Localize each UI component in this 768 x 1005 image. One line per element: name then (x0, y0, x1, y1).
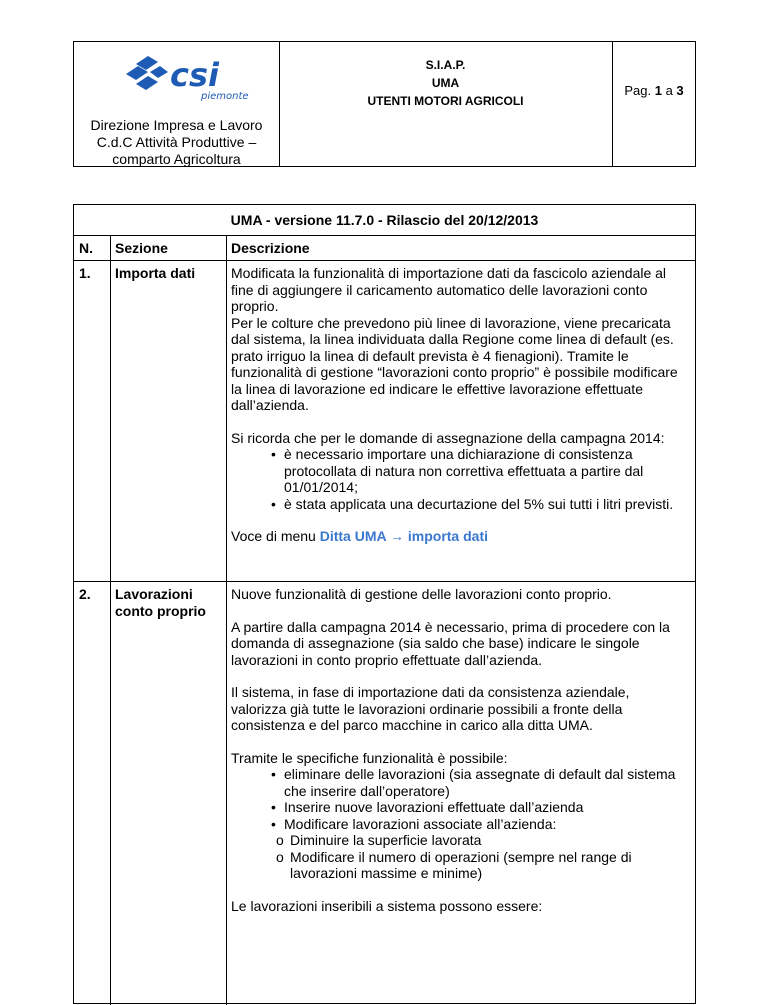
app-title-line: UMA (431, 76, 460, 90)
paragraph: Si ricorda che per le domande di assegnazione della campagna 2014: (231, 429, 665, 446)
list-item: • Inserire nuove lavorazioni effettuate dall’azienda (271, 799, 686, 816)
paragraph: Per le colture che prevedono più linee di lavorazione, viene precaricata dal sistema, la linea individuata dalla Regione come linea di default (es. prato irriguo la linea di default prevista è 4 fienagioni). Tramite le funzionalità di gestione “lavorazioni conto proprio” è possibile modificare la linea di lavorazione ed indicare le effettive lavorazione effettuate dall’azienda. (231, 314, 678, 413)
column-divider (226, 235, 227, 1005)
page-number (612, 83, 696, 98)
directorate-text (74, 117, 279, 168)
page-sep: a (665, 83, 673, 98)
row-number: 1. (79, 265, 91, 281)
list-item: • Modificare lavorazioni associate all’azienda: (271, 816, 686, 833)
bullet-list (231, 766, 686, 832)
row-section: Importa dati (115, 265, 196, 281)
sub-list-item: o Modificare il numero di operazioni (sempre nel range di lavorazioni massime e minime) (276, 849, 686, 882)
header-number: N. (79, 240, 93, 256)
release-notes-table (73, 204, 696, 1004)
row-description (231, 586, 686, 914)
page-prefix: Pag. (624, 83, 652, 98)
header-description: Descrizione (231, 240, 310, 256)
document-header (73, 41, 696, 167)
header-org-cell (74, 42, 280, 166)
menu-path-line (231, 528, 686, 545)
header-app-cell (279, 42, 613, 166)
csi-piemonte-logo (118, 50, 258, 102)
page-current: 1 (654, 83, 662, 98)
list-item: • è necessario importare una dichiarazione di consistenza protocollata di natura non correttiva effettuata a partire dal 01/01/2014; (271, 446, 686, 496)
header-section: Sezione (115, 240, 168, 256)
menu-path-link[interactable]: Ditta UMA → importa dati (319, 528, 488, 544)
list-item: • è stata applicata una decurtazione del 5% sui tutti i litri previsti. (271, 496, 686, 513)
sub-list-item: o Diminuire la superficie lavorata (276, 832, 686, 849)
logo-wordmark: csi (170, 56, 219, 94)
header-page-cell (612, 42, 696, 166)
menu-prefix: Voce di menu (231, 528, 320, 544)
list-item: • eliminare delle lavorazioni (sia assegnate di default dal sistema che inserire dall’operatore) (271, 766, 686, 799)
row-number: 2. (79, 586, 91, 602)
directorate-line: C.d.C Attività Produttive – (96, 134, 257, 150)
paragraph: Nuove funzionalità di gestione delle lavorazioni conto proprio. (231, 586, 612, 602)
page-total: 3 (676, 83, 684, 98)
directorate-line: Direzione Impresa e Lavoro (90, 117, 263, 133)
column-divider (110, 235, 111, 1005)
paragraph: A partire dalla campagna 2014 è necessario, prima di procedere con la domanda di assegnazione (sia saldo che base) indicare le singole lavorazioni in conto proprio effettuate dall’azienda. (231, 618, 670, 668)
logo-subtext: piemonte (201, 91, 249, 102)
row-divider (74, 581, 695, 582)
sub-bullet-list (231, 832, 686, 882)
paragraph: Tramite le specifiche funzionalità è possibile: (231, 749, 508, 766)
table-title: UMA - versione 11.7.0 - Rilascio del 20/12/2013 (74, 205, 695, 236)
row-section: Lavorazioni conto proprio (115, 586, 206, 619)
paragraph: Le lavorazioni inseribili a sistema possono essere: (231, 897, 543, 914)
bullet-list (231, 446, 686, 512)
row-divider (74, 260, 695, 261)
directorate-line: comparto Agricoltura (112, 151, 241, 167)
app-title-line: S.I.A.P. (425, 58, 466, 72)
paragraph: Il sistema, in fase di importazione dati da consistenza aziendale, valorizza già tutte le lavorazioni ordinarie possibili a fronte della consistenza e del parco macchine in carico alla ditta UMA. (231, 684, 630, 733)
app-title (279, 56, 612, 110)
row-description (231, 265, 686, 545)
app-title-line: UTENTI MOTORI AGRICOLI (367, 94, 524, 108)
paragraph: Modificata la funzionalità di importazione dati da fascicolo aziendale al fine di aggiungere il caricamento automatico delle lavorazioni conto proprio. (231, 265, 667, 314)
